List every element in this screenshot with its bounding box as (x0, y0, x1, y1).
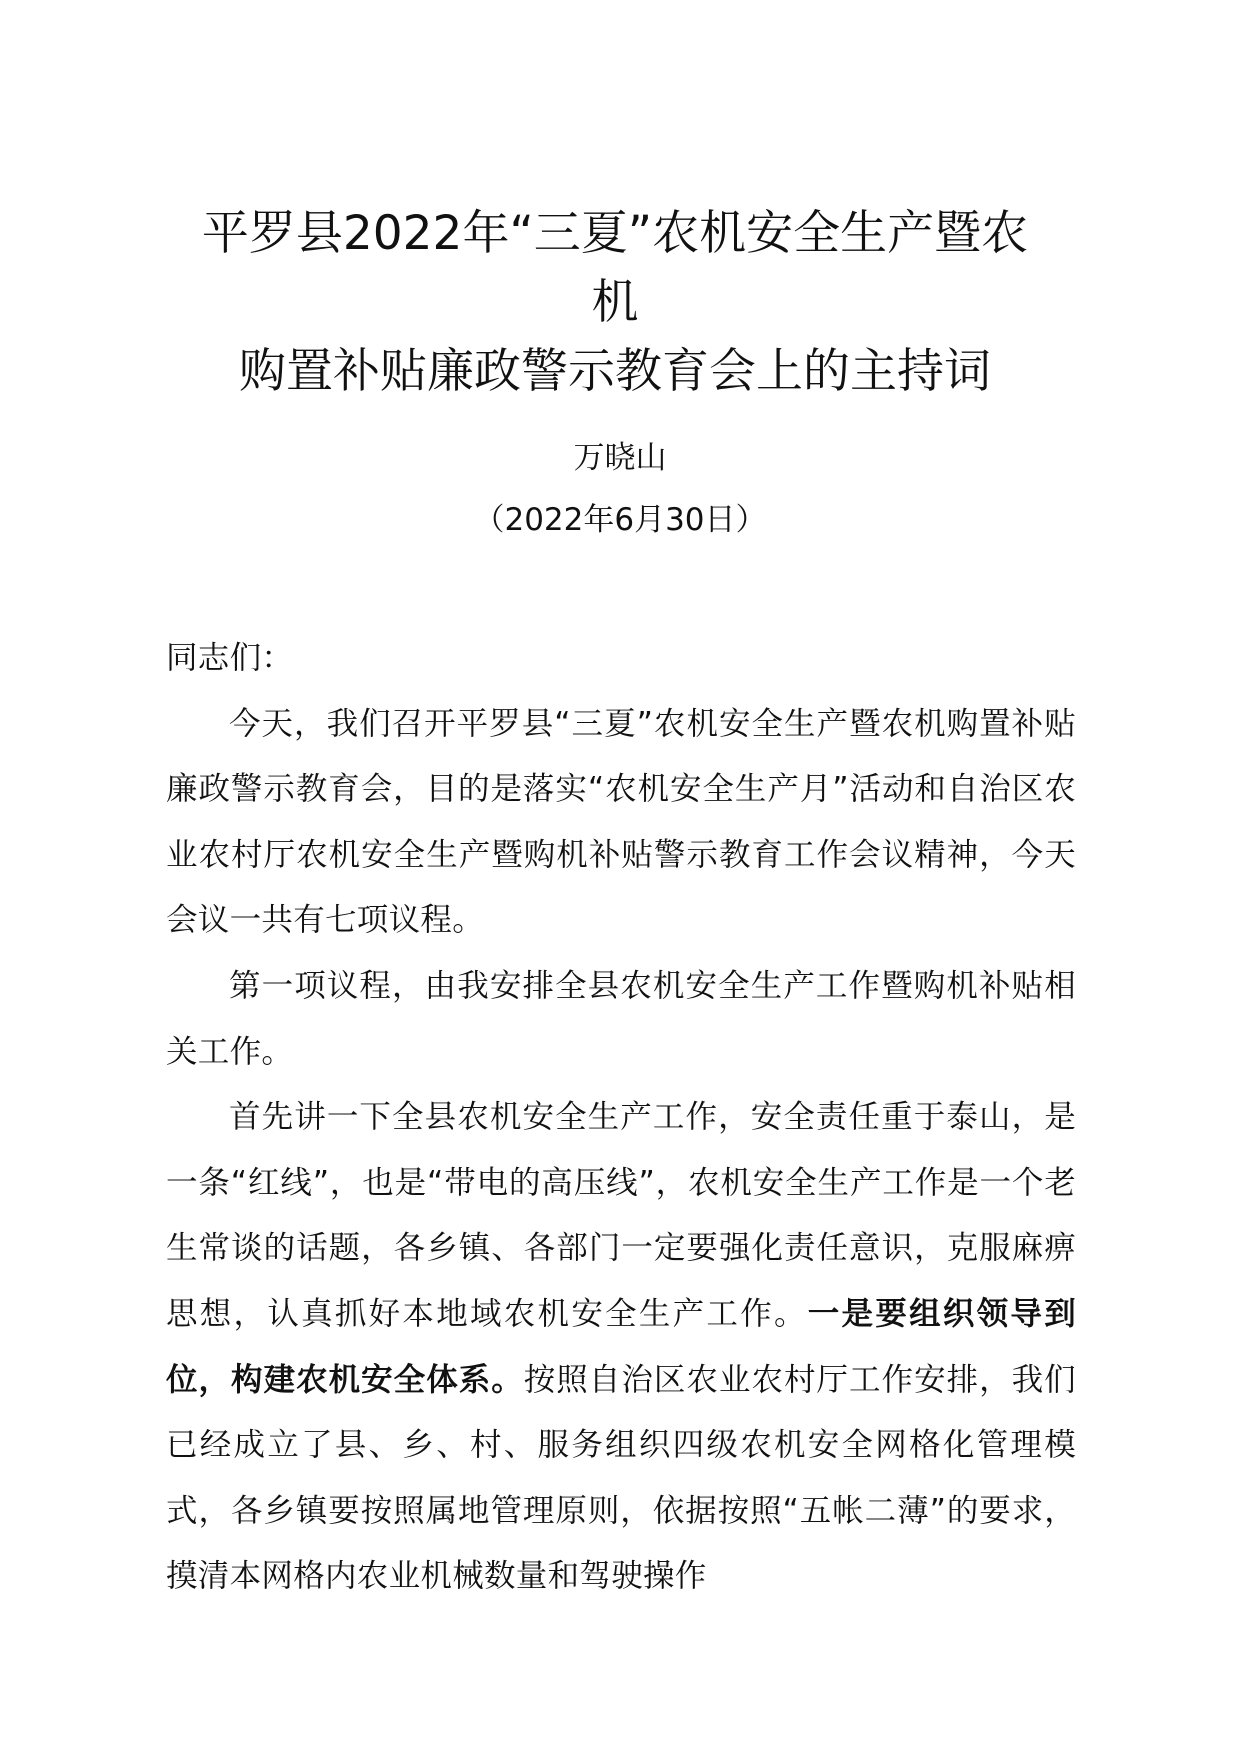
paragraph-1: 今天，我们召开平罗县“三夏”农机安全生产暨农机购置补贴廉政警示教育会，目的是落实“农机安全生产月”活动和自治区农业农村厅农机安全生产暨购机补贴警示教育工作会议精神，今天会议一共有七项议程。 (166, 705, 1076, 939)
salutation: 同志们： (166, 640, 294, 676)
title-line-2: 机 (591, 275, 639, 331)
paragraph-3-end: 按照自治区农业农村厅工作安排，我们已经成立了县、乡、村、服务组织四级农机安全网格化管理模式，各乡镇要按照属地管理原则，依据按照“五帐二薄”的要求，摸清本网格内农业机械数量和驾驶操作 (166, 1361, 1076, 1595)
document-date: （2022年6月30日） (473, 502, 767, 538)
paragraph-2: 第一项议程，由我安排全县农机安全生产工作暨购机补贴相关工作。 (166, 967, 1076, 1070)
document-body (166, 626, 1076, 1610)
document-title (150, 199, 1080, 406)
title-line-3: 购置补贴廉政警示教育会上的主持词 (239, 344, 991, 400)
paragraph-3 (166, 1085, 1076, 1610)
paragraph-3-start: 首先讲一下全县农机安全生产工作，安全责任重于泰山，是一条“红线”，也是“带电的高压线”，农机安全生产工作是一个老生常谈的话题，各乡镇、各部门一定要强化责任意识，克服麻痹思想，认真抓好本地域农机安全生产工作。 (166, 1099, 1076, 1332)
paragraph-3-bold-point: 一是要组织领导到位，构建农机安全体系。 (166, 1295, 1077, 1398)
author-name: 万晓山 (573, 440, 667, 476)
title-line-1: 平罗县2022年“三夏”农机安全生产暨农 (201, 206, 1029, 262)
